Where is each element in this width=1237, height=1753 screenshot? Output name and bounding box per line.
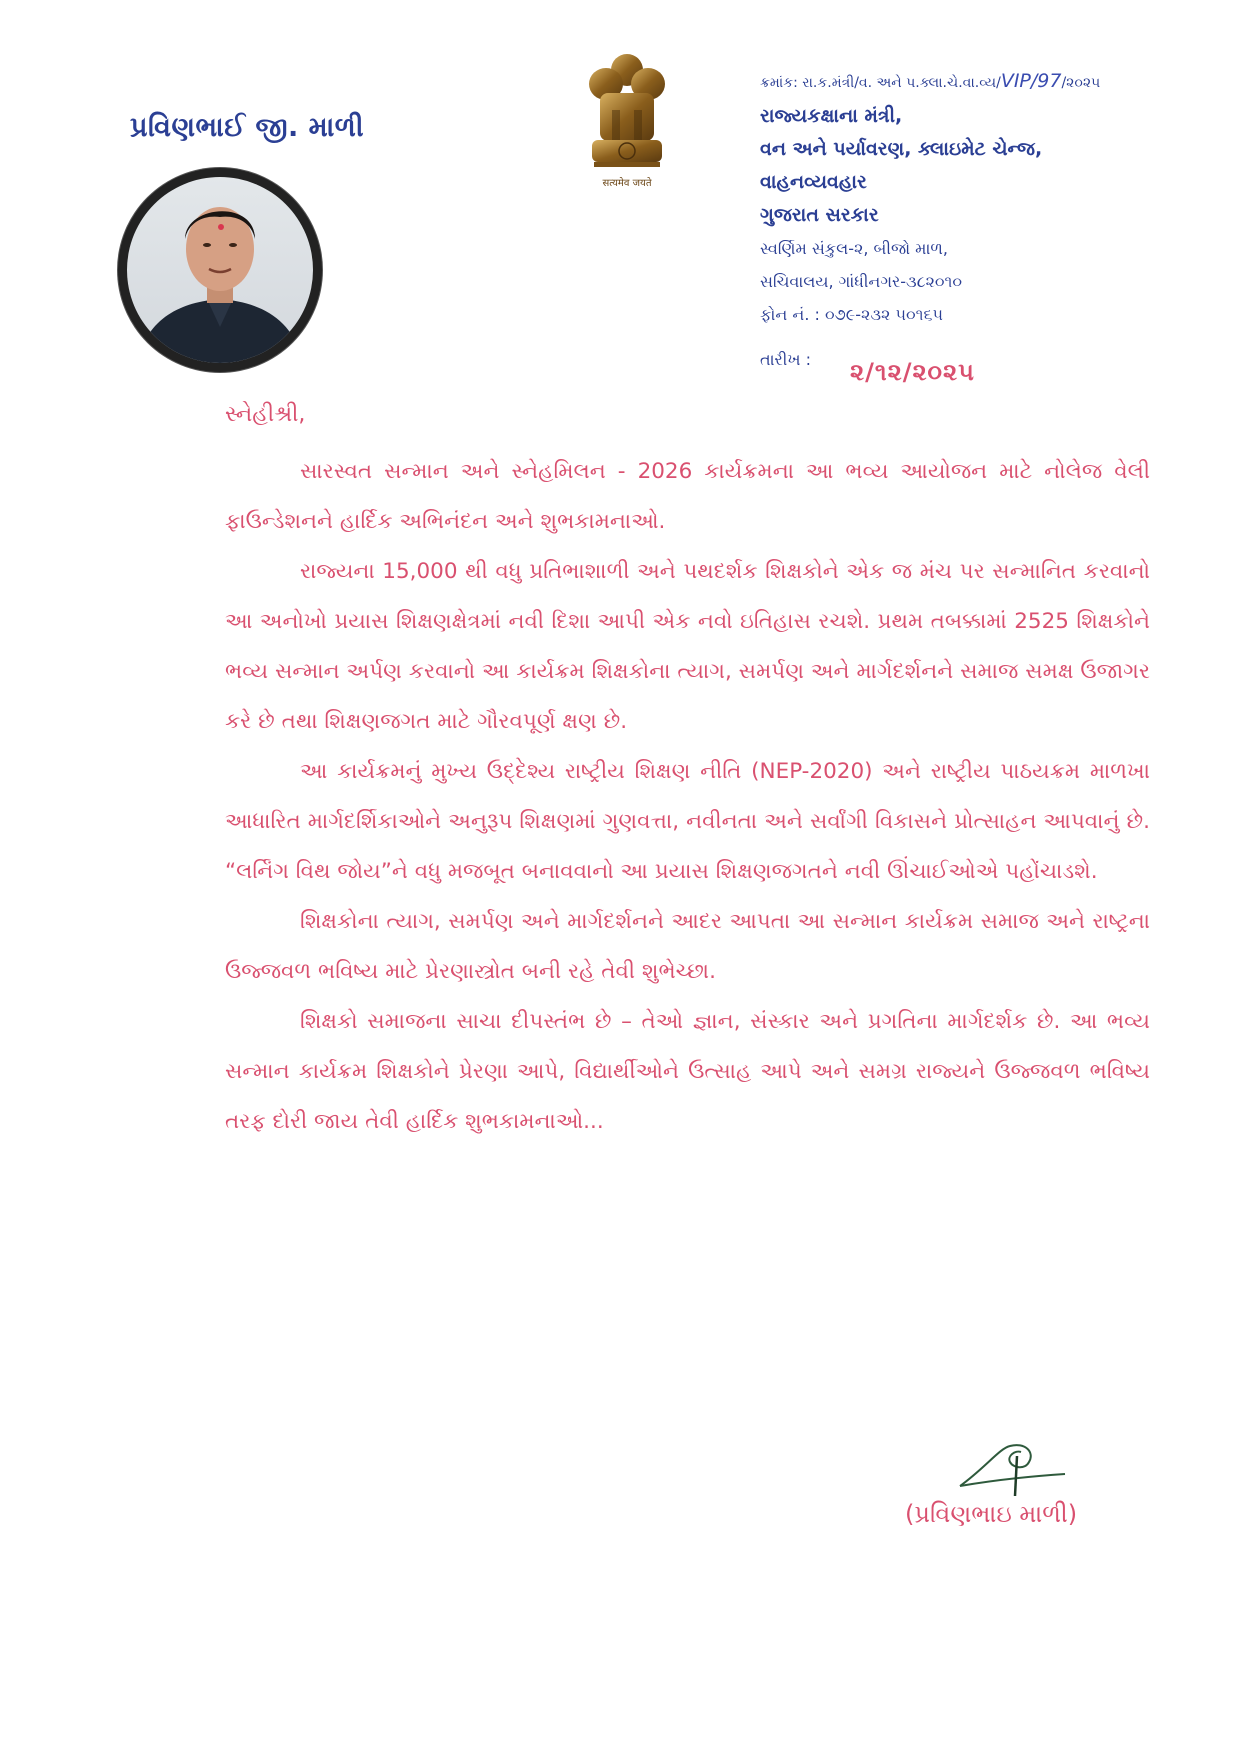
designation-line-1: રાજ્યકક્ષાના મંત્રી,: [760, 105, 903, 127]
date-label: તારીખ :: [760, 350, 812, 369]
letterhead-contact-block: [760, 70, 1230, 331]
reference-number: [760, 70, 1230, 92]
salutation: સ્નેહીશ્રી,: [225, 402, 306, 427]
letterhead-name: પ્રવિણભાઈ જી. માળી: [130, 112, 365, 143]
paragraph-2: રાજ્યના 15,000 થી વધુ પ્રતિભાશાળી અને પથદર્શક શિક્ષકોને એક જ મંચ પર સન્માનિત કરવાનો આ અનોખો પ્રયાસ શિક્ષણક્ષેત્રમાં નવી દિશા આપી એક નવો ઇતિહાસ રચશે. પ્રથમ તબક્કામાં 2525 શિક્ષકોને ભવ્ય સન્માન અર્પણ કરવાનો આ કાર્યક્રમ શિક્ષકોના ત્યાગ, સમર્પણ અને માર્ગદર્શનને સમાજ સમક્ષ ઉજાગર કરે છે તથા શિક્ષણજગત માટે ગૌરવપૂર્ણ ક્ષણ છે.: [225, 559, 1150, 734]
svg-text:सत्यमेव जयते: सत्यमेव जयते: [602, 178, 652, 189]
address-line-2: સચિવાલય, ગાંધીનગર-૩૮૨૦૧૦: [760, 272, 963, 291]
date-value: ૨/૧૨/૨૦૨૫: [850, 358, 975, 386]
reference-year: /૨૦૨૫: [1061, 75, 1101, 91]
handwritten-signature-icon: [955, 1438, 1070, 1498]
government-name: ગુજરાત સરકાર: [760, 204, 879, 226]
designation-line-2: વન અને પર્યાવરણ, ક્લાઇમેટ ચેન્જ,: [760, 138, 1043, 160]
paragraph-3: આ કાર્યક્રમનું મુખ્ય ઉદ્દેશ્ય રાષ્ટ્રીય શિક્ષણ નીતિ (NEP-2020) અને રાષ્ટ્રીય પાઠયક્રમ માળખા આધારિત માર્ગદર્શિકાઓને અનુરૂપ શિક્ષણમાં ગુણવત્તા, નવીનતા અને સર્વાંગી વિકાસને પ્રોત્સાહન આપવાનું છે. “લર્નિંગ વિથ જોય”ને વધુ મજબૂત બનાવવાનો આ પ્રયાસ શિક્ષણજગતને નવી ઊંચાઈઓએ પહોંચાડશે.: [225, 759, 1150, 884]
portrait-photo: [118, 168, 322, 372]
signatory-name: (પ્રવિણભાઇ માળી): [905, 1500, 1078, 1528]
letter-body: [225, 447, 1150, 1147]
paragraph-1: સારસ્વત સન્માન અને સ્નેહમિલન - 2026 કાર્યક્રમના આ ભવ્ય આયોજન માટે નોલેજ વેલી ફાઉન્ડેશનને હાર્દિક અભિનંદન અને શુભકામનાઓ.: [225, 459, 1150, 534]
paragraph-4: શિક્ષકોના ત્યાગ, સમર્પણ અને માર્ગદર્શનને આદર આપતા આ સન્માન કાર્યક્રમ સમાજ અને રાષ્ટ્રના ઉજ્જવળ ભવિષ્ય માટે પ્રેરણાસ્ત્રોત બની રહે તેવી શુભેચ્છા.: [225, 909, 1150, 984]
paragraph-5: શિક્ષકો સમાજના સાચા દીપસ્તંભ છે – તેઓ જ્ઞાન, સંસ્કાર અને પ્રગતિના માર્ગદર્શક છે. આ ભવ્ય સન્માન કાર્યક્રમ શિક્ષકોને પ્રેરણા આપે, વિદ્યાર્થીઓને ઉત્સાહ આપે અને સમગ્ર રાજ્યને ઉજ્જવળ ભવિષ્ય તરફ દોરી જાય તેવી હાર્દિક શુભકામનાઓ...: [225, 1009, 1150, 1134]
phone-number: ફોન નં. : ૦૭૯-૨૩૨ ૫૦૧૬૫: [760, 305, 943, 324]
reference-prefix: ક્રમાંક: રા.ક.મંત્રી/વ. અને પ.ક્લા.ચે.વા.વ્ય/: [760, 75, 1001, 91]
national-emblem-icon: [586, 48, 668, 198]
reference-handwritten: VIP/97: [1000, 70, 1062, 92]
address-line-1: સ્વર્ણિમ સંકુલ-૨, બીજો માળ,: [760, 239, 948, 258]
designation-line-3: વાહનવ્યવહાર: [760, 171, 867, 193]
